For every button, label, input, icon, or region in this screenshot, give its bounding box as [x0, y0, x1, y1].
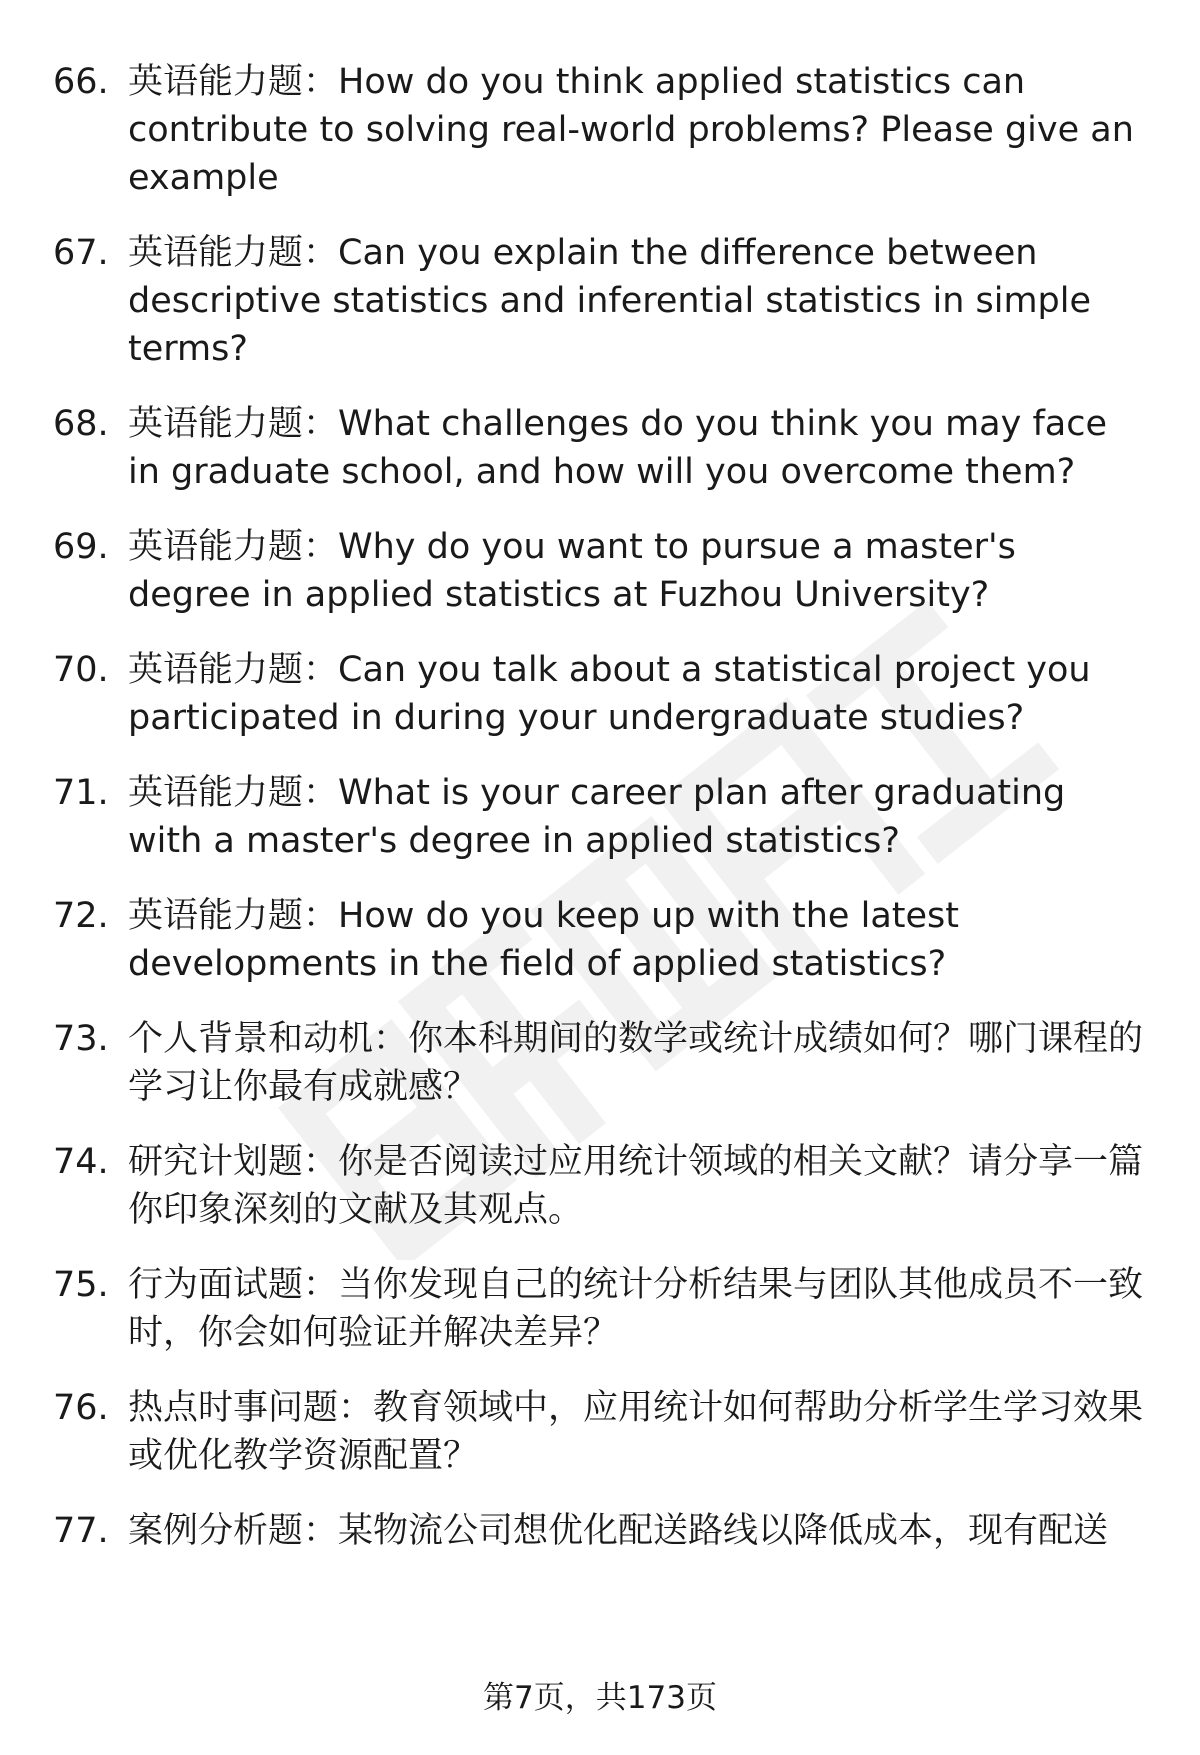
question-text: What is your career plan after graduating with a master's degree in applied statistics? [128, 773, 1066, 861]
question-item [0, 229, 1200, 373]
question-body [128, 1261, 1148, 1357]
question-body [128, 523, 1148, 619]
question-item [0, 1261, 1200, 1357]
question-category: 英语能力题： [128, 650, 339, 690]
question-body [128, 1015, 1148, 1111]
question-body [128, 400, 1148, 496]
question-text: 当你发现自己的统计分析结果与团队其他成员不一致时，你会如何验证并解决差异？ [128, 1265, 1144, 1353]
question-item [0, 1138, 1200, 1234]
question-text: Can you talk about a statistical project you participated in during your undergraduate studies? [128, 650, 1091, 738]
question-text: 教育领域中，应用统计如何帮助分析学生学习效果或优化教学资源配置？ [128, 1388, 1144, 1476]
question-list [0, 58, 1200, 1582]
question-number: 73. [53, 1019, 109, 1059]
question-text: How do you think applied statistics can contribute to solving real-world problems? Please give an example [128, 62, 1134, 198]
question-category: 英语能力题： [128, 404, 339, 444]
question-category: 个人背景和动机： [128, 1019, 409, 1059]
question-body [128, 769, 1148, 865]
question-item [0, 892, 1200, 988]
question-number: 67. [53, 233, 109, 273]
question-item [0, 646, 1200, 742]
page-footer: 第7页，共173页 [483, 1680, 717, 1716]
question-text: Why do you want to pursue a master's degree in applied statistics at Fuzhou University? [128, 527, 1016, 615]
question-number: 75. [53, 1265, 109, 1305]
question-text: Can you explain the difference between descriptive statistics and inferential statistics in simple terms? [128, 233, 1092, 369]
question-body [128, 1138, 1148, 1234]
question-item [0, 58, 1200, 202]
question-item [0, 400, 1200, 496]
question-number: 72. [53, 896, 109, 936]
question-number: 76. [53, 1388, 109, 1428]
question-number: 71. [53, 773, 109, 813]
question-body [128, 892, 1148, 988]
question-body [128, 1507, 1148, 1555]
question-body [128, 229, 1148, 373]
question-item [0, 769, 1200, 865]
question-item [0, 1507, 1200, 1555]
question-category: 英语能力题： [128, 233, 339, 273]
question-category: 英语能力题： [128, 896, 339, 936]
question-category: 研究计划题： [128, 1142, 339, 1182]
question-number: 74. [53, 1142, 109, 1182]
question-body [128, 1384, 1148, 1480]
question-number: 69. [53, 527, 109, 567]
question-body [128, 646, 1148, 742]
question-number: 68. [53, 404, 109, 444]
question-category: 行为面试题： [128, 1265, 339, 1305]
question-category: 英语能力题： [128, 62, 339, 102]
question-item [0, 1015, 1200, 1111]
question-text: 你本科期间的数学或统计成绩如何？哪门课程的学习让你最有成就感？ [128, 1019, 1144, 1107]
question-text: 你是否阅读过应用统计领域的相关文献？请分享一篇你印象深刻的文献及其观点。 [128, 1142, 1144, 1230]
question-text: How do you keep up with the latest developments in the field of applied statistics? [128, 896, 959, 984]
question-text: What challenges do you think you may face in graduate school, and how will you overcome them? [128, 404, 1108, 492]
question-number: 66. [53, 62, 109, 102]
question-number: 70. [53, 650, 109, 690]
question-category: 案例分析题： [128, 1511, 339, 1551]
question-item [0, 523, 1200, 619]
question-category: 热点时事问题： [128, 1388, 374, 1428]
question-category: 英语能力题： [128, 773, 339, 813]
question-item [0, 1384, 1200, 1480]
question-category: 英语能力题： [128, 527, 339, 567]
question-number: 77. [53, 1511, 109, 1551]
question-body [128, 58, 1148, 202]
question-text: 某物流公司想优化配送路线以降低成本，现有配送 [338, 1511, 1109, 1551]
